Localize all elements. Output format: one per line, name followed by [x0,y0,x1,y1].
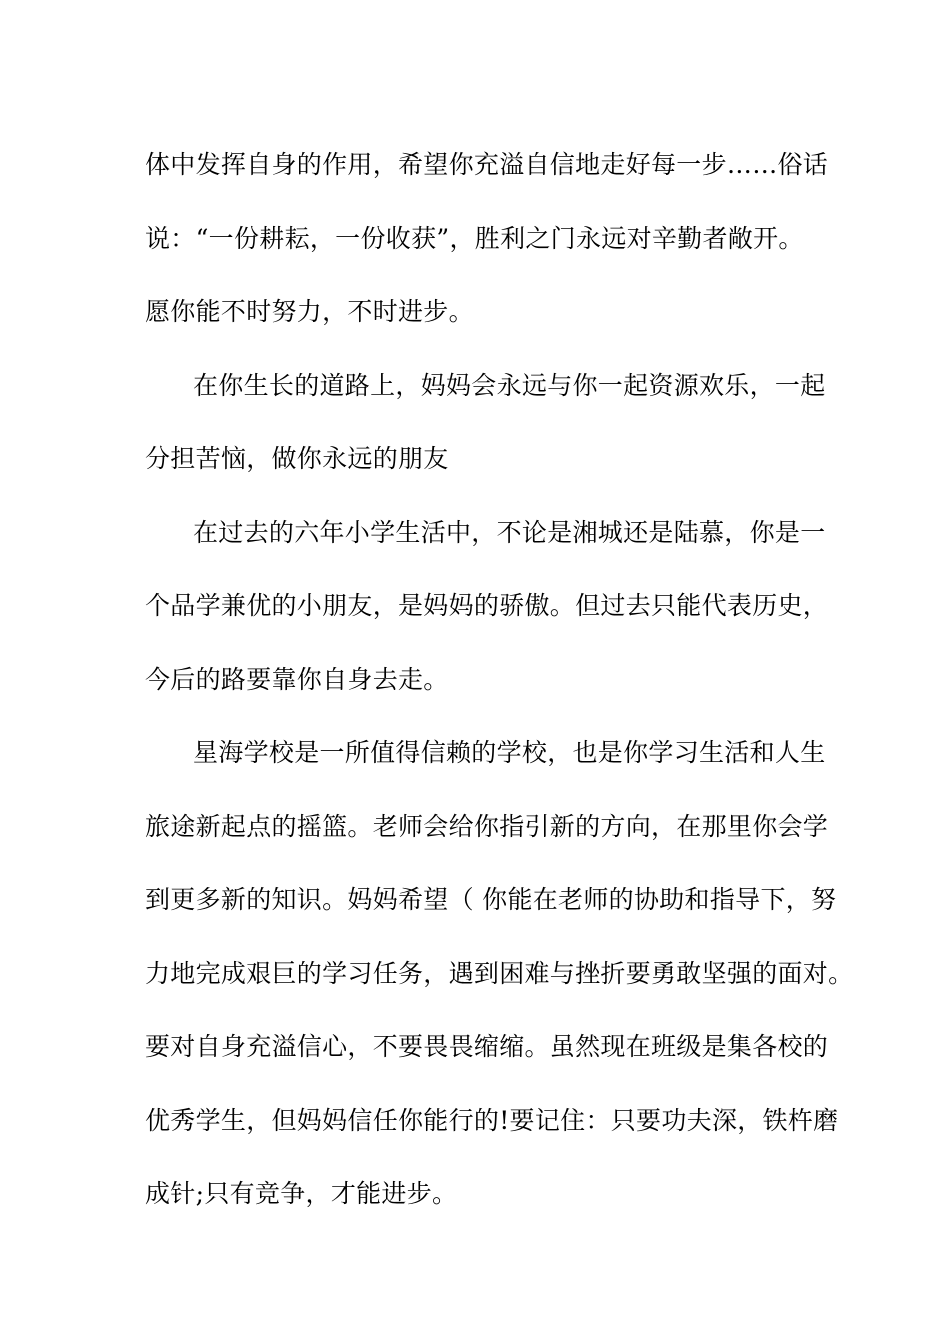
text-line: 旅途新起点的摇篮。老师会给你指引新的方向，在那里你会学 [145,811,829,841]
paragraph-first-line: 在你生长的道路上，妈妈会永远与你一起资源欢乐，一起 [193,370,826,400]
text-line: 愿你能不时努力，不时进步。 [145,297,474,326]
text-line: 力地完成艰巨的学习任务，遇到困难与挫折要勇敢坚强的面对。 [145,958,854,988]
text-line: 说：“一份耕耘，一份收获”，胜利之门永远对辛勤者敞开。 [145,223,804,253]
text-line: 到更多新的知识。妈妈希望（ 你能在老师的协助和指导下，努 [145,885,837,914]
text-line: 优秀学生，但妈妈信任你能行的!要记住：只要功夫深，铁杵磨 [145,1105,839,1135]
letter-body [145,128,854,1231]
text-line: 个品学兼优的小朋友，是妈妈的骄傲。但过去只能代表历史， [145,591,829,620]
paragraph-first-line: 星海学校是一所值得信赖的学校，也是你学习生活和人生 [193,738,826,767]
text-line: 分担苦恼，做你永远的朋友 [145,444,449,473]
paragraph-first-line: 在过去的六年小学生活中，不论是湘城还是陆慕，你是一 [193,517,826,547]
text-line: 今后的路要靠你自身去走。 [145,664,449,694]
text-line: 成针;只有竞争，才能进步。 [145,1179,458,1208]
text-line: 要对自身充溢信心，不要畏畏缩缩。虽然现在班级是集各校的 [145,1032,829,1061]
text-line: 体中发挥自身的作用，希望你充溢自信地走好每一步……俗话 [145,150,829,179]
